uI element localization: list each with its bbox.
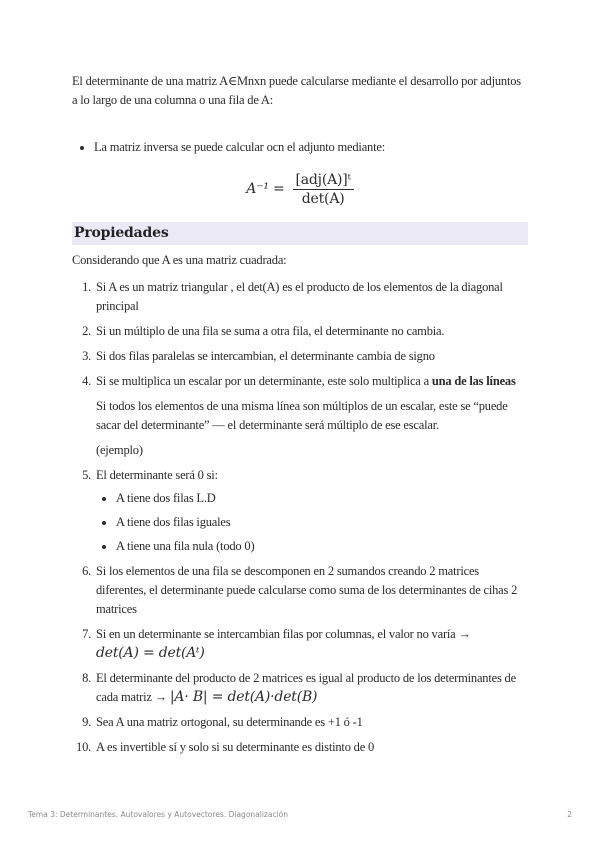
inverse-formula bbox=[72, 171, 528, 208]
section-title: Propiedades bbox=[72, 222, 528, 245]
property-item-1: 1. Si A es un matriz triangular , el det(A) es el producto de los elementos de la diagonal principal bbox=[94, 278, 528, 316]
property-item-5 bbox=[94, 466, 528, 556]
intro-paragraph: El determinante de una matriz A∈Mnxn puede calcularse mediante el desarrollo por adjuntos a lo largo de una columna o una fila de A: bbox=[72, 74, 521, 107]
property-item-4-note: Si todos los elementos de una misma línea son múltiplos de un escalar, este se “puede sacar del determinante” — el determinante será múltiplo de ese escalar. bbox=[96, 399, 508, 432]
property-item-8-math: |A· B| = det(A)·det(B) bbox=[169, 689, 318, 705]
property-item-4 bbox=[94, 372, 528, 460]
formula-denominator: det(A) bbox=[301, 191, 345, 207]
property-item-8 bbox=[94, 669, 528, 707]
page-content bbox=[72, 72, 528, 763]
sub-item: • A tiene dos filas L.D bbox=[116, 489, 528, 508]
property-item-7-text: Si en un determinante se intercambian filas por columnas, el valor no varía → bbox=[96, 627, 471, 641]
property-item-10: 10. A es invertible sí y solo si su determinante es distinto de 0 bbox=[94, 738, 528, 757]
properties-list bbox=[72, 278, 528, 757]
property-item-2: 2. Si un múltiplo de una fila se suma a otra fila, el determinante no cambia. bbox=[94, 322, 528, 341]
page-footer bbox=[28, 810, 572, 819]
property-item-7 bbox=[94, 625, 528, 663]
property-item-3: 3. Si dos filas paralelas se intercambian, el determinante cambia de signo bbox=[94, 347, 528, 366]
inverse-bullet: • La matriz inversa se puede calcular ocn el adjunto mediante: bbox=[94, 138, 528, 157]
property-item-4-bold: una de las líneas bbox=[431, 374, 516, 388]
formula-lhs: A⁻¹ = bbox=[246, 181, 285, 197]
property-item-5-sublist bbox=[96, 489, 528, 556]
property-item-4-example: (ejemplo) bbox=[96, 443, 143, 457]
bullet-list bbox=[72, 138, 528, 157]
sub-item: • A tiene una fila nula (todo 0) bbox=[116, 537, 528, 556]
sub-item: • A tiene dos filas iguales bbox=[116, 513, 528, 532]
footer-title: Tema 3: Determinantes. Autovalores y Autovectores. Diagonalización bbox=[28, 810, 289, 819]
formula-fraction bbox=[293, 171, 354, 208]
property-item-6: 6. Si los elementos de una fila se descomponen en 2 sumandos creando 2 matrices diferentes, el determinante puede calcularse como suma de los determinantes de cihas 2 matrices bbox=[94, 562, 528, 619]
property-item-8-text: El determinante del producto de 2 matrices es igual al producto de los determinantes de cada matriz → bbox=[96, 671, 516, 704]
property-item-5-text: El determinante será 0 si: bbox=[96, 468, 218, 482]
section-intro: Considerando que A es una matriz cuadrada: bbox=[72, 253, 287, 267]
page-number: 2 bbox=[567, 810, 572, 819]
property-item-7-math: det(A) = det(Aᵗ) bbox=[96, 645, 205, 661]
formula-numerator: [adj(A)]ᵗ bbox=[293, 171, 354, 190]
property-item-9: 9. Sea A una matriz ortogonal, su determinande es +1 ó -1 bbox=[94, 713, 528, 732]
property-item-4-text: Si se multiplica un escalar por un determinante, este solo multiplica a bbox=[96, 374, 432, 388]
